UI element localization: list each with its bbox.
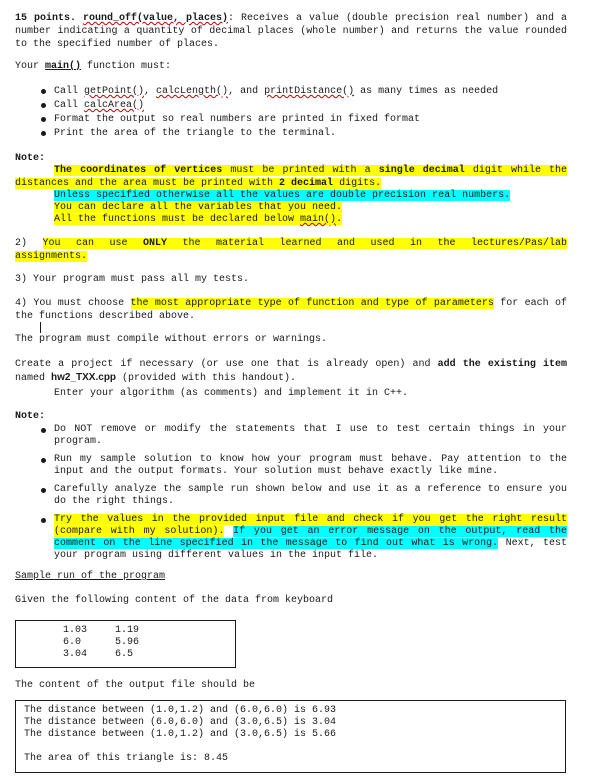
input-data-table [63, 625, 139, 661]
compile-requirement: The program must compile without errors or warnings. [15, 334, 328, 345]
table-row: 3.04 6.5 [63, 649, 134, 660]
item-4: 4) You must choose the most appropriate type of function and type of parameters for each of the functions described above. [15, 298, 567, 322]
note-declare-functions: All the functions must be declared below main(). [54, 214, 343, 225]
list-item: Carefully analyze the sample run shown below and use it as a reference to ensure you do the right things. [15, 484, 567, 508]
main-requirements-list [15, 85, 567, 141]
list-item: Call calcArea() [15, 99, 567, 113]
function-signature: round_off(value, places) [83, 13, 229, 24]
area-line: The area of this triangle is: 8.45 [24, 753, 229, 764]
output-file-label: The content of the output file should be [15, 680, 256, 691]
output-line: The distance between (1.0,1.2) and (3.0,6.5) is 5.66 [24, 729, 337, 740]
table-row: 6.0 5.96 [63, 637, 140, 648]
main-function-name: main() [45, 61, 82, 72]
note-label: Note: [15, 411, 46, 422]
list-item: Run my sample solution to know how your program must behave. Pay attention to the input and the output formats. Your solution must behave exactly like mine. [15, 454, 567, 478]
list-item: Call getPoint(), calcLength(), and printDistance() as many times as needed [15, 85, 567, 99]
input-data-box [15, 620, 236, 668]
enter-algorithm: Enter your algorithm (as comments) and implement it in C++. [54, 388, 409, 399]
output-lines [24, 705, 336, 765]
output-line: The distance between (6.0,6.0) and (3.0,6.5) is 3.04 [24, 717, 337, 728]
list-item: Try the values in the provided input file and check if you get the right result (compare with my solution). If you get an error message on the output, read the comment on the line specified in the message to find out what is wrong. Next, test your program using different values in the input file. [15, 514, 567, 562]
list-item: Format the output so real numbers are printed in fixed format [15, 113, 567, 127]
intro-paragraph [15, 12, 567, 51]
points-label: 15 points. [15, 13, 76, 24]
sample-run-heading: Sample run of the program [15, 571, 166, 582]
note-label: Note: [15, 153, 46, 164]
item-3: 3) Your program must pass all my tests. [15, 274, 250, 285]
create-project: Create a project if necessary (or use one that is already open) and add the existing item named hw2_TXX.cpp (provided with this handout). [15, 359, 567, 384]
testing-notes-list [15, 424, 567, 562]
note-declare-variables: You can declare all the variables that you need. [54, 202, 343, 213]
output-line: The distance between (1.0,1.2) and (6.0,6.0) is 6.93 [24, 705, 337, 716]
given-input-label: Given the following content of the data from keyboard [15, 595, 334, 606]
intro-description: : Receives a value (double precision real number) and a number indicating a quantity of decimal places (whole number) and returns the value rounded to the specified number of places. [15, 13, 567, 50]
item-2: 2) You can use ONLY the material learned and used in the lectures/Pas/lab assignments. [15, 238, 567, 262]
note-double-precision: Unless specified otherwise all the values are double precision real numbers. [54, 190, 511, 201]
note-coordinates: The coordinates of vertices must be printed with a single decimal digit while the distances and the area must be printed with 2 decimal digits. [15, 165, 568, 189]
main-requirements-heading: Your main() function must: [15, 61, 172, 72]
text-cursor [40, 322, 41, 333]
table-row: 1.03 1.19 [63, 625, 140, 636]
list-item: Print the area of the triangle to the terminal. [15, 127, 567, 141]
output-file-box [15, 700, 566, 773]
list-item: Do NOT remove or modify the statements that I use to test certain things in your program. [15, 424, 567, 448]
